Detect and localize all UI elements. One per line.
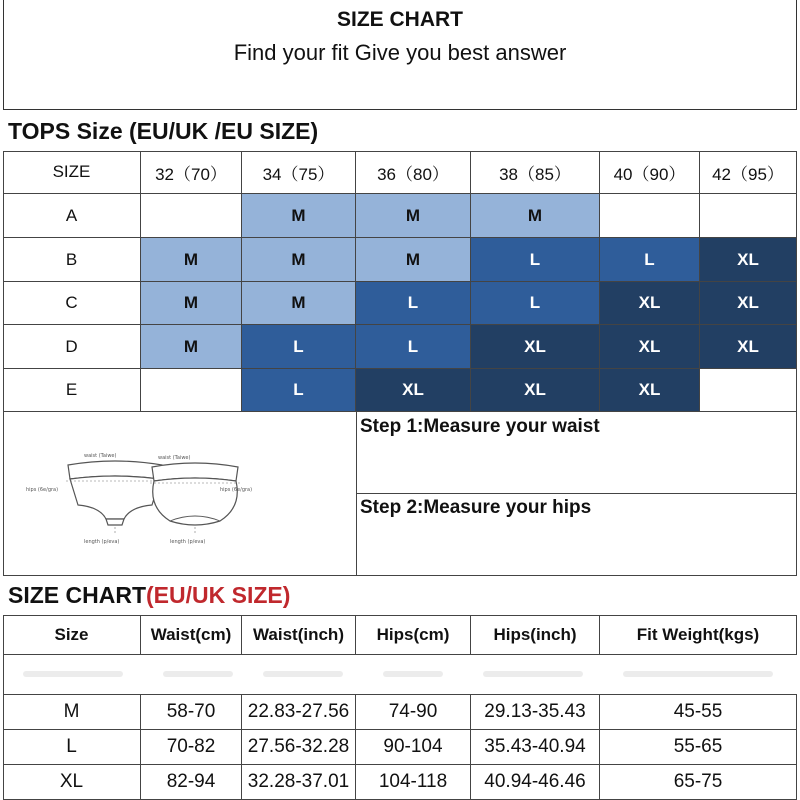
size-cell: L	[242, 369, 356, 412]
size-cell: L	[242, 325, 356, 369]
size-corner-header: SIZE	[3, 151, 141, 194]
blurred-row	[3, 655, 797, 695]
size-table-value: 82-94	[141, 765, 242, 800]
front-brief-illustration	[66, 461, 164, 535]
diagram-waist-label-1: waist (Taiwe)	[84, 453, 117, 459]
size-cell: L	[356, 282, 471, 325]
size-cell: M	[242, 238, 356, 282]
band-column-header: 40（90）	[600, 151, 700, 194]
size-cell: XL	[600, 325, 700, 369]
size-table-value: 58-70	[141, 695, 242, 730]
size-cell: M	[242, 194, 356, 238]
empty-cell	[141, 369, 242, 412]
band-column-header: 32（70）	[141, 151, 242, 194]
size-table-header: Waist(inch)	[242, 615, 356, 655]
size-chart-title-red: (EU/UK SIZE)	[146, 582, 291, 608]
size-table-value: 45-55	[600, 695, 797, 730]
size-cell: M	[356, 194, 471, 238]
band-column-header: 42（95）	[700, 151, 797, 194]
band-column-header: 34（75）	[242, 151, 356, 194]
size-cell: L	[600, 238, 700, 282]
size-cell: XL	[471, 369, 600, 412]
underwear-measurement-diagram	[20, 445, 340, 555]
size-cell: XL	[471, 325, 600, 369]
band-column-header: 38（85）	[471, 151, 600, 194]
size-cell: XL	[700, 282, 797, 325]
diagram-waist-label-2: waist (Taiwe)	[158, 455, 191, 461]
size-table-header: Hips(cm)	[356, 615, 471, 655]
back-brief-illustration	[150, 463, 240, 535]
cup-row-label: E	[3, 369, 141, 412]
size-table-value: 70-82	[141, 730, 242, 765]
size-table-value: 27.56-32.28	[242, 730, 356, 765]
cup-row-label: A	[3, 194, 141, 238]
page-title: SIZE CHART	[337, 8, 463, 31]
page-subtitle: Find your fit Give you best answer	[233, 40, 567, 65]
step-2-label: Step 2:Measure your hips	[360, 497, 592, 518]
size-cell: L	[471, 238, 600, 282]
size-table-value: 90-104	[356, 730, 471, 765]
size-table-value: 74-90	[356, 695, 471, 730]
size-cell: M	[141, 238, 242, 282]
size-chart-title-black: SIZE CHART	[8, 582, 146, 608]
size-table-value: 104-118	[356, 765, 471, 800]
diagram-length-label-2: length (p/eva)	[170, 539, 206, 545]
cup-row-label: D	[3, 325, 141, 369]
size-cell: XL	[600, 369, 700, 412]
size-table-size-label: M	[3, 695, 141, 730]
size-table-value: 55-65	[600, 730, 797, 765]
size-table-value: 32.28-37.01	[242, 765, 356, 800]
size-cell: M	[356, 238, 471, 282]
size-cell: M	[141, 325, 242, 369]
empty-cell	[700, 194, 797, 238]
empty-cell	[600, 194, 700, 238]
size-cell: XL	[700, 325, 797, 369]
steps-divider-vertical	[356, 412, 357, 576]
size-table-size-label: L	[3, 730, 141, 765]
empty-cell	[700, 369, 797, 412]
size-table-header: Fit Weight(kgs)	[600, 615, 797, 655]
size-table-value: 40.94-46.46	[471, 765, 600, 800]
tops-section-title: TOPS Size (EU/UK /EU SIZE)	[8, 118, 319, 144]
diagram-length-label-1: length (p/eva)	[84, 539, 120, 545]
size-table-size-label: XL	[3, 765, 141, 800]
size-table-value: 35.43-40.94	[471, 730, 600, 765]
size-cell: L	[471, 282, 600, 325]
size-chart-section-title	[8, 582, 290, 609]
empty-cell	[141, 194, 242, 238]
diagram-hips-label-2: hips (6e/gra)	[220, 487, 253, 493]
step-1-label: Step 1:Measure your waist	[360, 416, 600, 437]
size-table-value: 22.83-27.56	[242, 695, 356, 730]
size-cell: L	[356, 325, 471, 369]
size-cell: M	[242, 282, 356, 325]
size-table-header: Hips(inch)	[471, 615, 600, 655]
steps-divider-horizontal	[356, 493, 797, 494]
size-cell: XL	[700, 238, 797, 282]
size-cell: XL	[600, 282, 700, 325]
size-table-value: 29.13-35.43	[471, 695, 600, 730]
size-table-header: Size	[3, 615, 141, 655]
size-table-value: 65-75	[600, 765, 797, 800]
size-table-header: Waist(cm)	[141, 615, 242, 655]
cup-row-label: B	[3, 238, 141, 282]
size-cell: XL	[356, 369, 471, 412]
cup-row-label: C	[3, 282, 141, 325]
size-cell: M	[141, 282, 242, 325]
diagram-hips-label-1: hips (6e/gra)	[26, 487, 59, 493]
band-column-header: 36（80）	[356, 151, 471, 194]
size-cell: M	[471, 194, 600, 238]
header-box	[3, 0, 797, 110]
